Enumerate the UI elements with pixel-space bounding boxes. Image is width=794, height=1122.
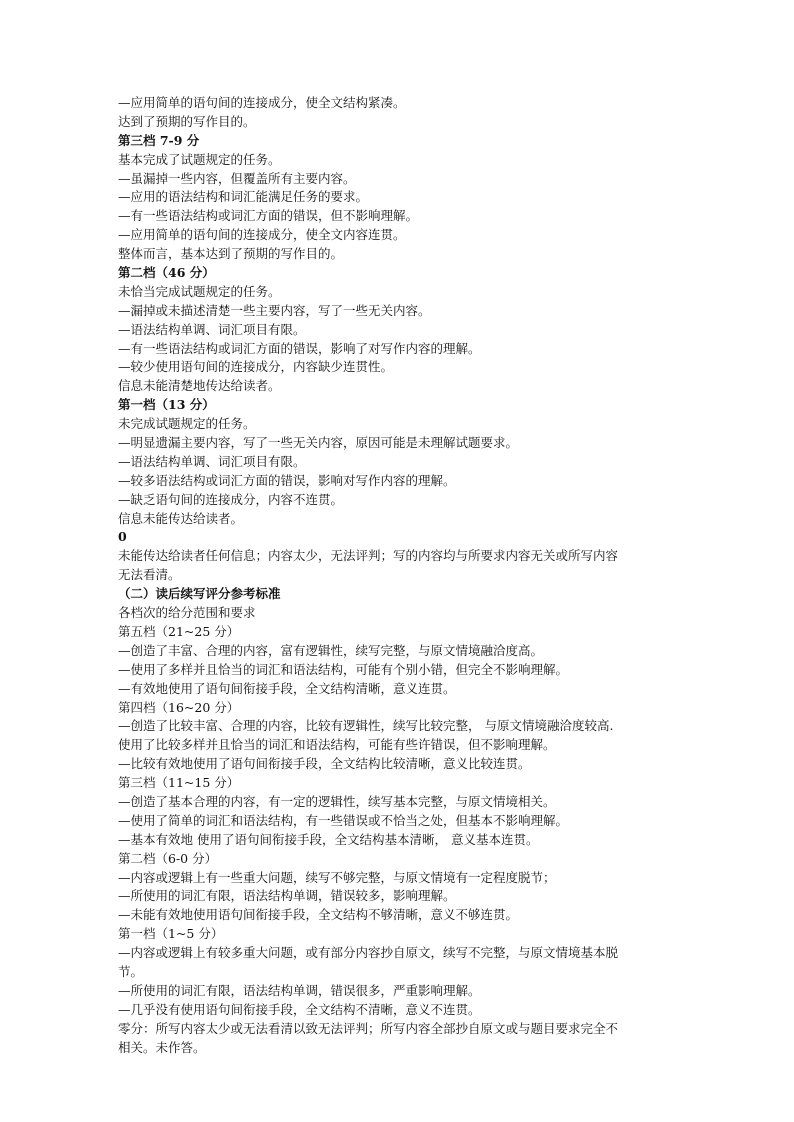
text-line: —所使用的词汇有限，语法结构单调，错误较多，影响理解。 — [118, 888, 456, 904]
text-line: —应用简单的语句间的连接成分，使全文结构紧凑。 — [118, 95, 406, 110]
text-line: —漏掉或未描述清楚一些主要内容，写了一些无关内容。 — [118, 302, 431, 318]
text-line: —所使用的词汇有限，语法结构单调，错误很多，严重影响理解。 — [118, 982, 481, 998]
text-line: 相关。未作答。 — [118, 1039, 206, 1055]
section-heading: 第一档（13 分） — [118, 397, 215, 413]
text-line: —内容或逻辑上有一些重大问题，续写不够完整，与原文情境有一定程度脱节； — [118, 869, 556, 885]
text-line: —应用简单的语句间的连接成分，使全文内容连贯。 — [118, 227, 406, 243]
section-heading: 0 — [118, 529, 127, 545]
text-line: —使用了多样并且恰当的词汇和语法结构，可能有个别小错，但完全不影响理解。 — [118, 661, 569, 677]
text-line: 第三档（11~15 分） — [118, 775, 240, 791]
text-line: 第一档（1~5 分） — [118, 926, 224, 942]
text-line: —未能有效地使用语句间衔接手段，全文结构不够清晰，意义不够连贯。 — [118, 907, 519, 923]
text-line: —有一些语法结构或词汇方面的错误，影响了对写作内容的理解。 — [118, 340, 481, 356]
text-line: 第二档（6-0 分） — [118, 850, 218, 866]
section-heading: 第二档（46 分） — [118, 265, 215, 281]
text-line: 节。 — [118, 963, 144, 979]
document-page — [118, 94, 688, 1057]
text-line: —较多语法结构或词汇方面的错误，影响对写作内容的理解。 — [118, 472, 456, 488]
text-line: 未能传达给读者任何信息；内容太少，无法评判；写的内容均与所要求内容无关或所写内容 — [118, 548, 619, 564]
text-line: —应用的语法结构和词汇能满足任务的要求。 — [118, 189, 369, 205]
section-heading: （二）读后续写评分参考标准 — [118, 586, 281, 602]
text-line: —内容或逻辑上有较多重大问题，或有部分内容抄自原文，续写不完整，与原文情境基本脱 — [118, 945, 619, 961]
text-line: —明显遗漏主要内容，写了一些无关内容，原因可能是未理解试题要求。 — [118, 435, 519, 451]
text-line: —几乎没有使用语句间衔接手段，全文结构不清晰，意义不连贯。 — [118, 1001, 481, 1017]
text-line: 信息未能传达给读者。 — [118, 510, 244, 526]
text-line: —比较有效地使用了语句间衔接手段，全文结构比较清晰，意义比较连贯。 — [118, 756, 531, 772]
text-line: —较少使用语句间的连接成分，内容缺少连贯性。 — [118, 359, 394, 375]
text-line: 第五档（21~25 分） — [118, 623, 240, 639]
text-line: —创造了基本合理的内容，有一定的逻辑性，续写基本完整，与原文情境相关。 — [118, 793, 556, 809]
text-line: —使用了简单的词汇和语法结构，有一些错误或不恰当之处，但基本不影响理解。 — [118, 812, 569, 828]
text-line: —有效地使用了语句间衔接手段，全文结构清晰，意义连贯。 — [118, 680, 456, 696]
text-line: 达到了预期的写作目的。 — [118, 113, 256, 129]
text-line: 未完成试题规定的任务。 — [118, 416, 256, 432]
text-line: 无法看清。 — [118, 567, 181, 583]
text-line: 整体而言，基本达到了预期的写作目的。 — [118, 246, 344, 262]
text-line: 使用了比较多样并且恰当的词汇和语法结构，可能有些许错误，但不影响理解。 — [118, 737, 556, 753]
text-line: —语法结构单调、词汇项目有限。 — [118, 453, 306, 469]
text-line: —缺乏语句间的连接成分，内容不连贯。 — [118, 491, 344, 507]
text-line: 信息未能清楚地传达给读者。 — [118, 378, 281, 394]
text-line: —语法结构单调、词汇项目有限。 — [118, 321, 306, 337]
text-line: —创造了比较丰富、合理的内容，比较有逻辑性，续写比较完整， 与原文情境融洽度较高. — [118, 718, 614, 734]
text-line: 第四档（16~20 分） — [118, 699, 240, 715]
text-line: 各档次的给分范围和要求 — [118, 605, 256, 621]
text-line: —基本有效地 使用了语句间衔接手段，全文结构基本清晰， 意义基本连贯。 — [118, 831, 539, 847]
text-line: 基本完成了试题规定的任务。 — [118, 151, 281, 167]
section-heading: 第三档 7-9 分 — [118, 132, 200, 148]
text-line: —虽漏掉一些内容，但覆盖所有主要内容。 — [118, 170, 356, 186]
text-line: 零分：所写内容太少或无法看清以致无法评判；所写内容全部抄自原文或与题目要求完全不 — [118, 1020, 619, 1036]
text-line: —有一些语法结构或词汇方面的错误，但不影响理解。 — [118, 208, 419, 224]
text-line: 未恰当完成试题规定的任务。 — [118, 283, 281, 299]
text-line: —创造了丰富、合理的内容，富有逻辑性，续写完整，与原文情境融洽度高。 — [118, 642, 544, 658]
